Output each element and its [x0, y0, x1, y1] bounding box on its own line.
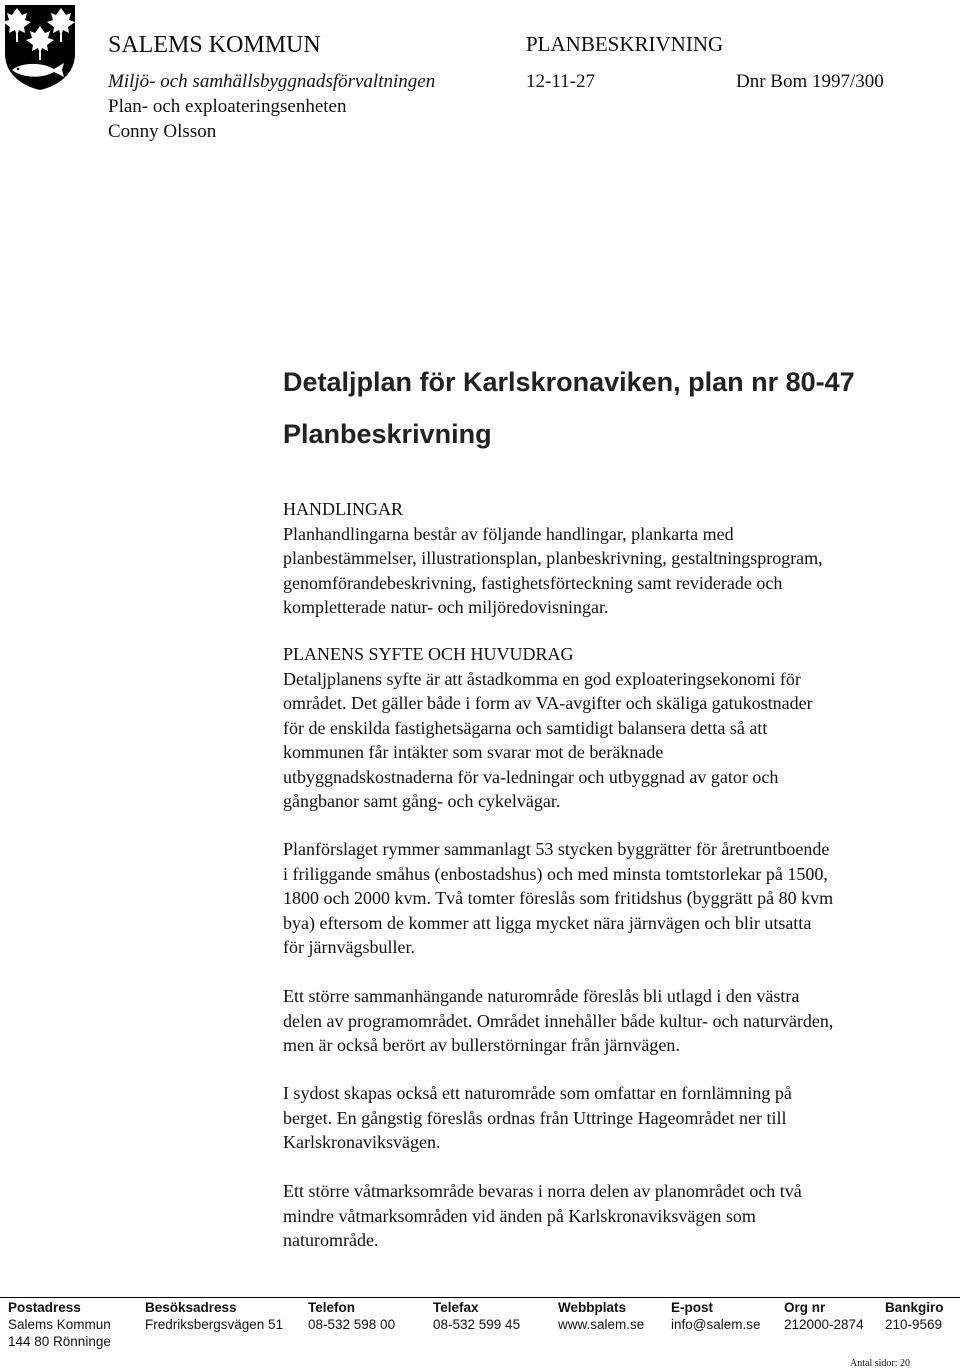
section-heading: HANDLINGAR: [283, 499, 403, 519]
page-count: Antal sidor: 20: [850, 1358, 910, 1369]
text-line: kommunen får intäkter som svarar mot de beräknade: [283, 742, 664, 762]
text-line: planbestämmelser, illustrationsplan, planbeskrivning, gestaltningsprogram,: [283, 548, 823, 568]
text-line: Karlskronaviksvägen.: [283, 1132, 441, 1152]
unit-name: Plan- och exploateringsenheten: [108, 96, 347, 117]
footer-label-epost: E-post: [671, 1300, 713, 1315]
text-line: genomförandebeskrivning, fastighetsförteckning samt reviderade och: [283, 572, 783, 593]
text-line: 1800 och 2000 kvm. Två tomter föreslås som fritidshus (byggrätt på 80 kvm: [283, 888, 834, 908]
text-line: i friliggande småhus (enbostadshus) och med minsta tomtstorlekar på 1500,: [283, 863, 828, 884]
text-line: utbyggnadskostnaderna för va-ledningar och utbyggnad av gator och: [283, 766, 779, 787]
footer-value-besoksadress: Fredriksbergsvägen 51: [145, 1317, 284, 1332]
text-line: men är också berört av bullerstörningar från järnvägen.: [283, 1035, 680, 1055]
footer-label-bankgiro: Bankgiro: [885, 1300, 944, 1315]
footer-value-telefon: 08-532 598 00: [308, 1317, 396, 1332]
footer-label-postadress: Postadress: [8, 1300, 81, 1315]
text-line: gångbanor samt gång- och cykelvägar.: [283, 791, 561, 811]
footer-label-telefax: Telefax: [433, 1300, 479, 1315]
document-date: 12-11-27: [526, 71, 595, 92]
text-line: området. Det gäller både i form av VA-avgifter och skäliga gatukostnader: [283, 693, 813, 713]
footer-value-postadress: Salems Kommun: [8, 1317, 111, 1332]
document-reference-number: Dnr Bom 1997/300: [736, 71, 884, 92]
text-line: Ett större sammanhängande naturområde föreslås bli utlagd i den västra: [283, 986, 800, 1006]
text-line: delen av programområdet. Området innehåller både kultur- och naturvärden,: [283, 1010, 834, 1031]
text-line: för järnvägsbuller.: [283, 937, 415, 957]
paragraph-vatmarksomrade: [283, 1179, 945, 1253]
section-planens-syfte: [283, 642, 945, 814]
section-handlingar: [283, 497, 945, 620]
author-name: Conny Olsson: [108, 121, 217, 142]
footer-value-telefax: 08-532 599 45: [433, 1317, 521, 1332]
text-line: Planhandlingarna består av följande handlingar, plankarta med: [283, 523, 734, 544]
document-subtitle: Planbeskrivning: [283, 419, 492, 449]
footer-label-webbplats: Webbplats: [558, 1300, 627, 1315]
footer-label-orgnr: Org nr: [784, 1300, 826, 1315]
text-line: naturområde.: [283, 1230, 379, 1250]
text-line: för de enskilda fastighetsägarna och samtidigt balansera detta så att: [283, 717, 768, 738]
footer-value-webbplats[interactable]: www.salem.se: [558, 1317, 645, 1332]
text-line: Planförslaget rymmer sammanlagt 53 stycken byggrätter för åretruntboende: [283, 839, 830, 859]
paragraph-naturomrade-sydost: [283, 1081, 945, 1155]
footer-value-epost[interactable]: info@salem.se: [671, 1317, 761, 1332]
text-line: mindre våtmarksområden vid änden på Karlskronaviksvägen som: [283, 1205, 756, 1226]
paragraph-planforslaget: [283, 837, 945, 960]
text-line: Ett större våtmarksområde bevaras i norra delen av planområdet och två: [283, 1181, 802, 1201]
text-line: bya) eftersom de kommer att ligga mycket nära järnvägen och blir utsatta: [283, 912, 812, 933]
footer-value-postadress-line2: 144 80 Rönninge: [8, 1334, 111, 1349]
text-line: Detaljplanens syfte är att åstadkomma en god exploateringsekonomi för: [283, 668, 801, 689]
organization-name: SALEMS KOMMUN: [108, 32, 321, 58]
footer-label-besoksadress: Besöksadress: [145, 1300, 237, 1315]
footer-label-telefon: Telefon: [308, 1300, 355, 1315]
text-line: I sydost skapas också ett naturområde som omfattar en fornlämning på: [283, 1083, 792, 1103]
document-type: PLANBESKRIVNING: [526, 32, 724, 56]
footer-divider: [0, 1297, 960, 1298]
paragraph-naturomrade-vastra: [283, 984, 945, 1058]
footer-value-bankgiro: 210-9569: [885, 1317, 943, 1332]
section-heading: PLANENS SYFTE OCH HUVUDRAG: [283, 644, 574, 664]
document-title: Detaljplan för Karlskronaviken, plan nr 80-47: [283, 367, 855, 397]
text-line: berget. En gångstig föreslås ordnas från Uttringe Hageområdet ner till: [283, 1107, 787, 1128]
footer-value-orgnr: 212000-2874: [784, 1317, 864, 1332]
text-line: kompletterade natur- och miljöredovisningar.: [283, 597, 609, 617]
department-name: Miljö- och samhällsbyggnadsförvaltningen: [108, 71, 436, 92]
municipal-coat-of-arms-icon: [2, 2, 78, 92]
